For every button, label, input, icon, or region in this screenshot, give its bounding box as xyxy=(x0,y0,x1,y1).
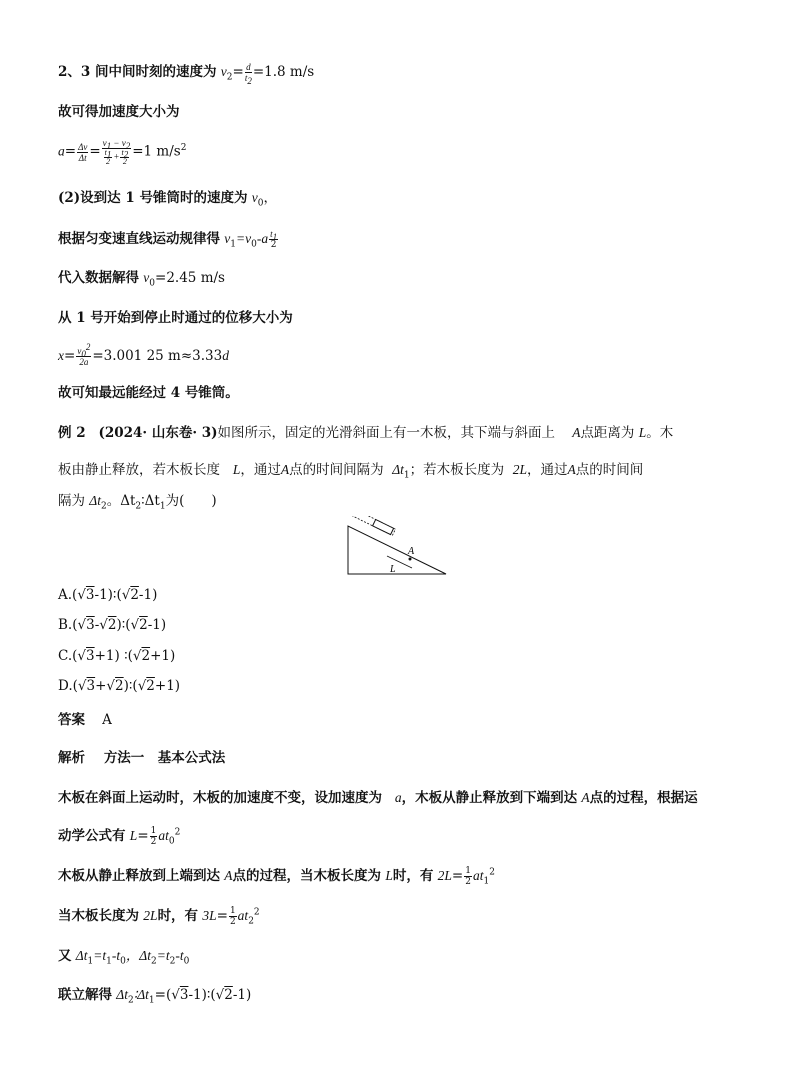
sub: 0 xyxy=(168,836,175,847)
t: - xyxy=(94,617,100,633)
t: -1) xyxy=(232,987,252,1003)
fraction xyxy=(150,826,158,847)
t: 木板在斜面上运动时，木板的加速度不变，设加速度为 xyxy=(58,790,382,806)
var: 2L xyxy=(512,462,528,477)
var: L xyxy=(232,462,241,477)
line-conclusion: 故可知最远能经过 4 号锥筒。 xyxy=(58,385,239,401)
analysis-method: 方法一 基本公式法 xyxy=(103,750,226,766)
sub: 2 xyxy=(125,140,131,151)
sub: 1 xyxy=(403,470,410,481)
text: -a xyxy=(256,231,269,246)
example-source: (2024· 山东卷· 3) xyxy=(98,425,218,441)
analysis-line xyxy=(58,749,225,767)
radicand: 2 xyxy=(141,648,151,664)
sup: 2 xyxy=(253,907,260,918)
text: = xyxy=(64,348,76,364)
t: t xyxy=(270,229,273,239)
den: 2 xyxy=(150,837,157,847)
radicand: 3 xyxy=(85,587,95,603)
sub: 0 xyxy=(81,348,86,359)
t: 动学公式有 xyxy=(58,828,126,844)
radicand: 2 xyxy=(224,987,233,1003)
num xyxy=(269,229,278,240)
t: -1) xyxy=(147,617,167,633)
fraction xyxy=(120,149,129,166)
t: = xyxy=(137,828,149,844)
num: 1 xyxy=(150,826,157,836)
t: 当木板长度为 xyxy=(58,908,139,924)
text: 为( ) xyxy=(165,493,217,509)
var: a xyxy=(58,143,65,159)
sub: 0 xyxy=(257,198,264,209)
sub: 1 xyxy=(230,239,237,250)
radicand: 2 xyxy=(107,617,117,633)
solution-line-6: 联立解得 $\Delta t_2∶\Delta t_1=(√3-1)∶(√2-1)$ xyxy=(58,987,252,1006)
sub: 2 xyxy=(226,72,233,83)
var: v xyxy=(251,190,258,205)
answer-label: 答案 xyxy=(58,712,85,728)
board xyxy=(353,516,396,535)
t: 点的过程，当木板长度为 xyxy=(232,868,382,884)
den: Δt xyxy=(78,152,87,163)
answer-line xyxy=(58,711,112,729)
solution-line-4 xyxy=(58,906,260,927)
sup: 2 xyxy=(180,143,187,153)
sub: 2 xyxy=(123,149,129,160)
den xyxy=(102,149,132,166)
option-b[interactable]: B.(√3-√2)∶(√2-1) xyxy=(58,617,167,633)
sub: 0 xyxy=(251,239,257,250)
sub: 2 xyxy=(100,501,107,512)
t: v xyxy=(102,138,107,148)
var: L xyxy=(638,425,647,440)
line-acceleration-heading: 故可得加速度大小为 xyxy=(58,104,180,120)
text: 点距离为 xyxy=(580,425,635,441)
t: 时，有 xyxy=(157,908,199,924)
fraction xyxy=(102,138,132,166)
t: -t xyxy=(175,948,184,963)
incline-triangle xyxy=(348,526,446,574)
fraction xyxy=(76,342,91,367)
example-line-2 xyxy=(58,461,643,479)
line-acceleration-formula xyxy=(58,138,186,166)
text: =1 m/s xyxy=(132,143,181,160)
sub: 2 xyxy=(169,956,176,967)
sub: 1 xyxy=(106,140,112,151)
radicand: 2 xyxy=(115,678,124,694)
num: 1 xyxy=(229,906,236,916)
incline-figure xyxy=(340,516,455,578)
radicand: 3 xyxy=(86,678,96,694)
fraction xyxy=(464,866,472,887)
text: 如图所示，固定的光滑斜面上有一木板，其下端与斜面上 xyxy=(217,425,556,441)
analysis-label: 解析 xyxy=(58,750,85,766)
den: 2 xyxy=(465,877,471,887)
var: L xyxy=(129,828,138,843)
fraction xyxy=(229,906,237,927)
t: ∶Δt xyxy=(133,987,149,1002)
solution-line-1 xyxy=(58,789,698,807)
line-v0-result xyxy=(58,269,225,287)
text: =v xyxy=(236,231,252,246)
sup: 2 xyxy=(489,867,495,878)
text: ，通过 xyxy=(527,462,568,478)
radicand: 2 xyxy=(139,617,148,633)
var: at xyxy=(158,828,169,843)
t: − v xyxy=(111,138,126,148)
text: ， xyxy=(263,190,277,206)
t: 木板从静止释放到上端到达 xyxy=(58,868,220,884)
sub: 1 xyxy=(272,231,278,242)
t: v xyxy=(77,346,82,356)
sub: 2 xyxy=(248,916,254,927)
fraction xyxy=(269,229,278,250)
sub: 1 xyxy=(148,995,155,1006)
t: + xyxy=(95,678,107,694)
t: -1)∶( xyxy=(94,587,122,603)
board-solid xyxy=(373,520,394,535)
text: ；若木板长度为 xyxy=(409,462,505,478)
num xyxy=(76,342,91,359)
t: +1) xyxy=(154,678,181,694)
num: d xyxy=(246,62,251,72)
t: )∶( xyxy=(116,617,131,633)
text: 2、3 间中间时刻的速度为 xyxy=(58,64,217,80)
var: Δt xyxy=(392,462,404,477)
radicand: 3 xyxy=(179,987,189,1003)
t: A.( xyxy=(58,587,78,603)
t: + xyxy=(113,151,120,162)
text: 点的时间间 xyxy=(575,462,644,478)
den-text: t xyxy=(244,73,248,83)
var: v xyxy=(143,270,150,285)
var: v xyxy=(224,231,231,246)
var: Δt xyxy=(89,493,101,508)
solution-line-3 xyxy=(58,866,495,887)
den: 2 xyxy=(229,917,236,927)
label-l: L xyxy=(390,564,396,575)
sup: 2 xyxy=(85,342,91,352)
sub: 1 xyxy=(87,956,94,967)
t: =( xyxy=(154,987,172,1003)
option-c[interactable]: C.(√3+1) ∶(√2+1) xyxy=(58,648,176,664)
var: 2L xyxy=(143,908,158,923)
text: =1.8 m/s xyxy=(252,64,315,80)
t: 联立解得 xyxy=(58,987,112,1003)
den: 2 xyxy=(270,240,277,250)
text: 隔为 xyxy=(58,493,85,509)
t: = xyxy=(216,908,228,924)
point-a xyxy=(409,558,412,561)
var: at xyxy=(472,868,484,883)
t: =t xyxy=(156,948,170,963)
fraction xyxy=(244,62,252,86)
t: t xyxy=(121,148,124,157)
t: = xyxy=(451,868,464,884)
option-d[interactable]: D.(√3+√2)∶(√2+1) xyxy=(58,678,181,694)
var: d xyxy=(222,348,229,363)
t: t xyxy=(104,148,107,157)
t: C.( xyxy=(58,648,78,664)
t: -1) xyxy=(138,587,158,603)
solution-line-5 xyxy=(58,947,189,965)
answer-value: A xyxy=(102,712,112,728)
t: 时，有 xyxy=(392,868,434,884)
var: A xyxy=(567,462,576,477)
option-a[interactable]: A.(√3-1)∶(√2-1) xyxy=(58,587,158,603)
sub: 1 xyxy=(106,956,112,967)
num: Δv xyxy=(78,141,88,152)
text: 代入数据解得 xyxy=(58,270,139,286)
t: ，Δt xyxy=(125,948,151,963)
example-label: 例 2 xyxy=(58,425,86,441)
sub: 1 xyxy=(106,149,112,160)
example-line-3 xyxy=(58,492,217,510)
text: 板由静止释放，若木板长度 xyxy=(58,462,220,478)
solution-line-2 xyxy=(58,826,180,847)
var: A xyxy=(280,462,290,477)
t: 点的过程，根据运 xyxy=(589,790,698,806)
num: 1 xyxy=(465,866,471,876)
radicand: 2 xyxy=(146,678,155,694)
sub: 1 xyxy=(159,501,166,512)
text: 点的时间间隔为 xyxy=(289,462,384,478)
sub: 2 xyxy=(127,995,134,1006)
t: 又 xyxy=(58,948,72,964)
var: a xyxy=(394,790,402,805)
t: +1) ∶( xyxy=(94,648,133,664)
line-displacement-heading: 从 1 号开始到停止时通过的位移大小为 xyxy=(58,310,293,326)
text: ，通过 xyxy=(240,462,281,478)
var: L xyxy=(385,868,393,883)
var: A xyxy=(224,868,233,883)
t: ，木板从静止释放到下端到达 xyxy=(401,790,578,806)
text: = xyxy=(232,64,244,80)
var: 3L xyxy=(202,908,217,923)
var: 2L xyxy=(437,868,452,883)
sub: 2 xyxy=(247,75,252,86)
var: Δt xyxy=(75,948,88,963)
den xyxy=(244,73,252,86)
fraction xyxy=(77,142,88,163)
radicand: 3 xyxy=(86,648,95,664)
t: B.( xyxy=(58,617,78,633)
example-line-1 xyxy=(58,424,673,442)
text: = xyxy=(89,143,101,160)
t: =t xyxy=(93,948,107,963)
t: D.( xyxy=(58,678,78,694)
line-part2 xyxy=(58,189,277,207)
radicand: 3 xyxy=(86,617,95,633)
t: -t xyxy=(111,948,121,963)
t: )∶( xyxy=(123,678,138,694)
var: Δt xyxy=(116,987,128,1002)
text: 。木 xyxy=(646,425,674,441)
var: x xyxy=(58,348,64,363)
line-kinematics-rule xyxy=(58,229,279,250)
radicand: 2 xyxy=(130,587,139,603)
var: at xyxy=(237,908,249,923)
text: ∶Δt xyxy=(141,493,160,509)
t: +1) xyxy=(150,648,176,664)
sub: 2 xyxy=(135,501,142,512)
label-a: A xyxy=(408,546,415,557)
line-mid-time-velocity xyxy=(58,62,315,86)
text: =2.45 m/s xyxy=(155,270,225,286)
t: -1)∶( xyxy=(188,987,216,1003)
den: 2 xyxy=(106,157,111,166)
fraction xyxy=(104,149,113,166)
var: v xyxy=(220,64,227,79)
sub: 0 xyxy=(149,278,156,289)
text: = xyxy=(64,143,77,160)
text: (2)设到达 1 号锥筒时的速度为 xyxy=(58,190,248,206)
den: 2a xyxy=(79,357,89,367)
text: 。Δt xyxy=(106,493,136,509)
text: =3.001 25 m≈3.33 xyxy=(92,348,223,364)
sub: 0 xyxy=(120,956,126,967)
sub: 2 xyxy=(151,956,157,967)
sub: 0 xyxy=(183,956,190,967)
sup: 2 xyxy=(174,827,181,838)
var: A xyxy=(572,425,581,440)
sub: 1 xyxy=(483,876,490,887)
var: A xyxy=(581,790,590,805)
den: 2 xyxy=(122,157,127,166)
line-displacement-formula xyxy=(58,342,229,367)
text: 根据匀变速直线运动规律得 xyxy=(58,231,220,247)
